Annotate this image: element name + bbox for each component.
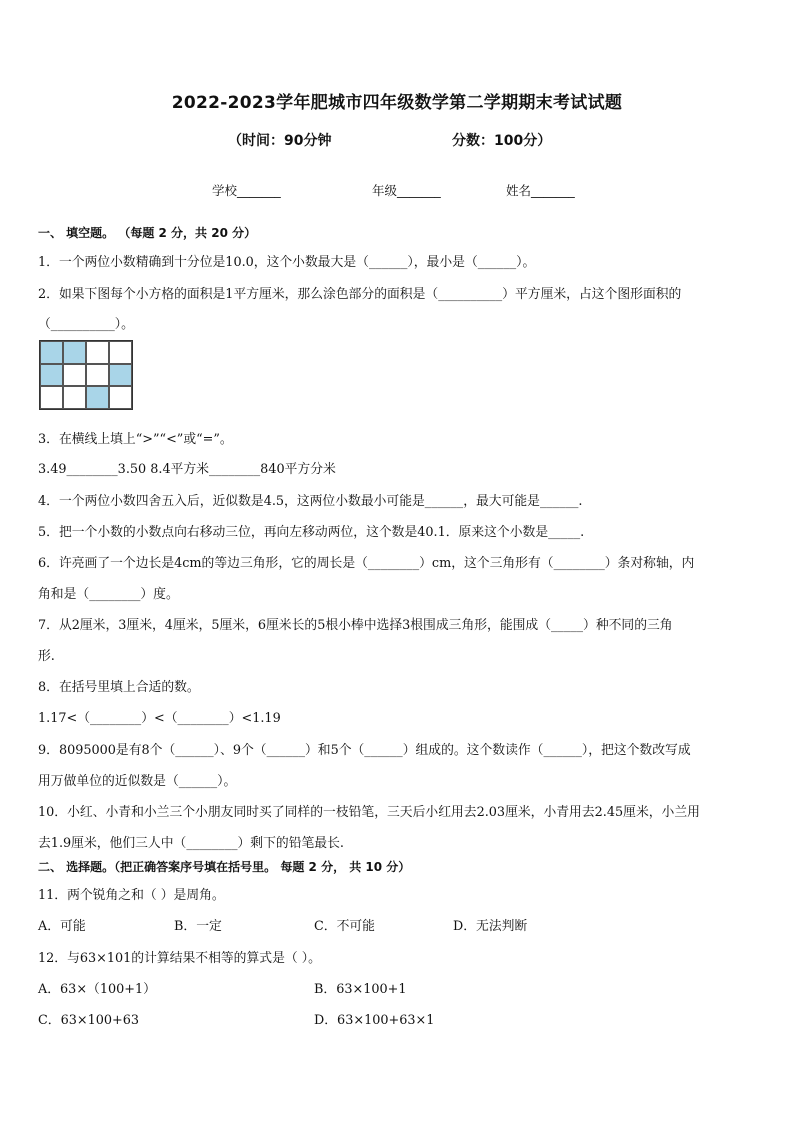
question-6-line-2: 角和是（________）度。 bbox=[38, 587, 179, 602]
grid-cell bbox=[63, 364, 86, 387]
question-7-line-1: 7．从2厘米，3厘米，4厘米，5厘米，6厘米长的5根小棒中选择3根围成三角形，能围成（_____）种不同的三角 bbox=[38, 618, 673, 633]
grid-cell bbox=[86, 364, 109, 387]
grid-cell bbox=[63, 386, 86, 409]
grid-cell-shaded bbox=[86, 386, 109, 409]
question-2-line-2: （__________）。 bbox=[38, 317, 134, 332]
question-12: 12．与63×101的计算结果不相等的算式是（ ）。 bbox=[38, 951, 321, 966]
question-7-line-2: 形. bbox=[38, 649, 55, 664]
question-4: 4．一个两位小数四舍五入后，近似数是4.5，这两位小数最小可能是______，最大可能是______. bbox=[38, 494, 583, 509]
grid-cell bbox=[40, 386, 63, 409]
grade-field: 年级_______ bbox=[372, 183, 441, 198]
page-title: 2022-2023学年肥城市四年级数学第二学期期末考试试题 bbox=[171, 93, 623, 113]
question-6-line-1: 6．许亮画了一个边长是4cm的等边三角形，它的周长是（________）cm，这个三角形有（________）条对称轴，内 bbox=[38, 556, 695, 571]
question-9-line-1: 9．8095000是有8个（______）、9个（______）和5个（______）组成的。这个数读作（______），把这个数改写成 bbox=[38, 743, 691, 758]
q12-option-c: C．63×100+63 bbox=[38, 1013, 140, 1028]
question-11: 11．两个锐角之和（ ）是周角。 bbox=[38, 888, 225, 903]
q12-option-d: D．63×100+63×1 bbox=[314, 1013, 435, 1028]
q11-option-d: D．无法判断 bbox=[453, 919, 528, 934]
question-8-items: 1.17<（________）<（________）<1.19 bbox=[38, 711, 281, 726]
question-2-line-1: 2．如果下图每个小方格的面积是1平方厘米，那么涂色部分的面积是（__________）平方厘米，占这个图形面积的 bbox=[38, 287, 682, 302]
question-10-line-1: 10．小红、小青和小兰三个小朋友同时买了同样的一枝铅笔，三天后小红用去2.03厘米，小青用去2.45厘米，小兰用 bbox=[38, 805, 700, 820]
question-8: 8．在括号里填上合适的数。 bbox=[38, 680, 200, 695]
question-9-line-2: 用万做单位的近似数是（______）。 bbox=[38, 774, 237, 789]
q11-option-b: B．一定 bbox=[174, 919, 222, 934]
q11-option-a: A．可能 bbox=[38, 919, 86, 934]
grid-cell-shaded bbox=[109, 364, 132, 387]
question-10-line-2: 去1.9厘米，他们三人中（________）剩下的铅笔最长. bbox=[38, 836, 344, 851]
exam-time: （时间：90分钟 bbox=[228, 133, 332, 149]
question-1: 1．一个两位小数精确到十分位是10.0，这个小数最大是（______），最小是（______）。 bbox=[38, 255, 536, 270]
area-grid-figure bbox=[39, 340, 133, 410]
school-field: 学校_______ bbox=[212, 183, 281, 198]
grid-cell bbox=[109, 341, 132, 364]
grid-cell bbox=[109, 386, 132, 409]
question-5: 5．把一个小数的小数点向右移动三位，再向左移动两位，这个数是40.1．原来这个小数是_____. bbox=[38, 525, 585, 540]
section-heading-choice: 二、 选择题。（把正确答案序号填在括号里。 每题 2 分， 共 10 分） bbox=[38, 860, 411, 874]
question-3-items: 3.49________3.50 8.4平方米________840平方分米 bbox=[38, 462, 336, 477]
q12-option-a: A．63×（100+1） bbox=[38, 982, 156, 997]
exam-score: 分数：100分） bbox=[452, 133, 552, 149]
q11-option-c: C．不可能 bbox=[314, 919, 375, 934]
grid-cell-shaded bbox=[63, 341, 86, 364]
section-heading-fill-in: 一、 填空题。 （每题 2 分，共 20 分） bbox=[38, 226, 257, 240]
grid-cell-shaded bbox=[40, 341, 63, 364]
grid-cell bbox=[86, 341, 109, 364]
name-field: 姓名_______ bbox=[506, 183, 575, 198]
q12-option-b: B．63×100+1 bbox=[314, 982, 407, 997]
grid-cell-shaded bbox=[40, 364, 63, 387]
question-3: 3．在横线上填上“>”“<”或“=”。 bbox=[38, 432, 233, 447]
